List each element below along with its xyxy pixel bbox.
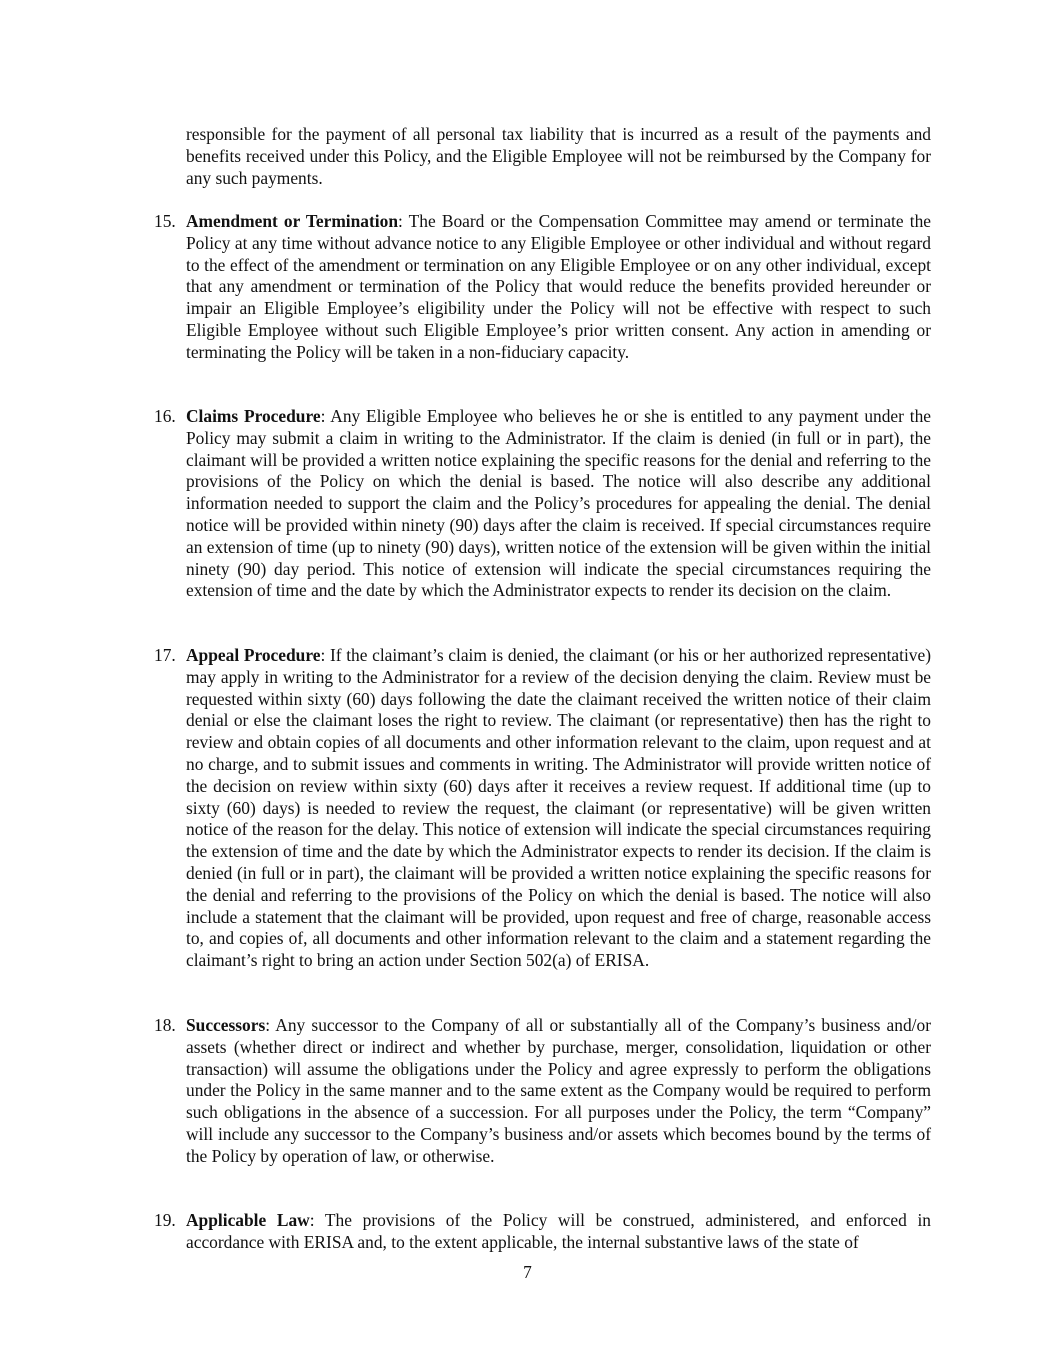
section-number: 19. xyxy=(154,1210,176,1230)
section-18 xyxy=(154,1015,931,1168)
section-text: : If the claimant’s claim is denied, the claimant (or his or her authorized representative) may apply in writing to the Administrator for a review of the decision denying the claim. Review must be requested within sixty (60) days following the date the claimant received the written notice of their claim denial or else the claimant loses the right to review. The claimant (or representative) then has the right to review and obtain copies of all documents and other information relevant to the claim, upon request and at no charge, and to submit issues and comments in writing. The Administrator will provide written notice of the decision on review within sixty (60) days after it receives a review request. If additional time (up to sixty (60) days) is needed to review the request, the claimant (or representative) will be given written notice of the reason for the delay. This notice of extension will indicate the special circumstances requiring the extension of time and the date by which the Administrator expects to render its decision. If the claim is denied (in full or in part), the claimant will be provided a written notice explaining the specific reasons for the denial and referring to the provisions of the Policy on which the denial is based. The notice will also include a statement that the claimant will be provided, upon request and free of charge, reasonable access to, and copies of, all documents and other information relevant to the claim and a statement regarding the claimant’s right to bring an action under Section 502(a) of ERISA. xyxy=(186,645,931,971)
section-text: : The provisions of the Policy will be construed, administered, and enforced in accordance with ERISA and, to the extent applicable, the internal substantive laws of the state of xyxy=(186,1210,931,1252)
section-16 xyxy=(154,406,931,602)
section-title: Amendment or Termination xyxy=(186,211,398,231)
section-number: 17. xyxy=(154,645,176,665)
section-body xyxy=(186,1015,931,1168)
page-number: 7 xyxy=(523,1262,532,1282)
section-17 xyxy=(154,645,931,972)
section-body xyxy=(186,211,931,364)
section-title: Claims Procedure xyxy=(186,406,321,426)
section-title: Applicable Law xyxy=(186,1210,310,1230)
section-text: : Any successor to the Company of all or substantially all of the Company’s business and/or assets (whether direct or indirect and whether by purchase, merger, consolidation, liquidation or other transaction) will assume the obligations under the Policy and agree expressly to perform the obligations under the Policy in the same manner and to the same extent as the Company would be required to perform such obligations in the absence of a succession. For all purposes under the Policy, the term “Company” will include any successor to the Company’s business and/or assets which becomes bound by the terms of the Policy by operation of law, or otherwise. xyxy=(186,1015,931,1166)
section-body xyxy=(186,645,931,972)
section-title: Appeal Procedure xyxy=(186,645,321,665)
section-15 xyxy=(154,211,931,364)
section-title: Successors xyxy=(186,1015,266,1035)
section-body xyxy=(186,406,931,602)
section-text: : Any Eligible Employee who believes he or she is entitled to any payment under the Policy may submit a claim in writing to the Administrator. If the claim is denied (in full or in part), the claimant will be provided a written notice explaining the specific reasons for the denial and referring to the provisions of the Policy on which the denial is based. The notice will also describe any additional information needed to support the claim and the Policy’s procedures for appealing the denial. The denial notice will be provided within ninety (90) days after the claim is received. If special circumstances require an extension of time (up to ninety (90) days), written notice of the extension will be given within the initial ninety (90) day period. This notice of extension will indicate the special circumstances requiring the extension of time and the date by which the Administrator expects to render its decision on the claim. xyxy=(186,406,931,601)
section-number: 16. xyxy=(154,406,176,426)
continuation-paragraph: responsible for the payment of all personal tax liability that is incurred as a result of the payments and benefits received under this Policy, and the Eligible Employee will not be reimbursed by the Company for any such payments. xyxy=(186,124,931,188)
section-number: 15. xyxy=(154,211,176,231)
section-body xyxy=(186,1210,931,1254)
section-text: : The Board or the Compensation Committee may amend or terminate the Policy at any time without advance notice to any Eligible Employee or other individual and without regard to the effect of the amendment or termination on any Eligible Employee or on any other individual, except that any amendment or termination of the Policy that would reduce the benefits provided hereunder or impair an Eligible Employee’s eligibility under the Policy will not be effective with respect to such Eligible Employee without such Eligible Employee’s prior written consent. Any action in amending or terminating the Policy will be taken in a non-fiduciary capacity. xyxy=(186,211,931,362)
section-19 xyxy=(154,1210,931,1254)
section-number: 18. xyxy=(154,1015,176,1035)
